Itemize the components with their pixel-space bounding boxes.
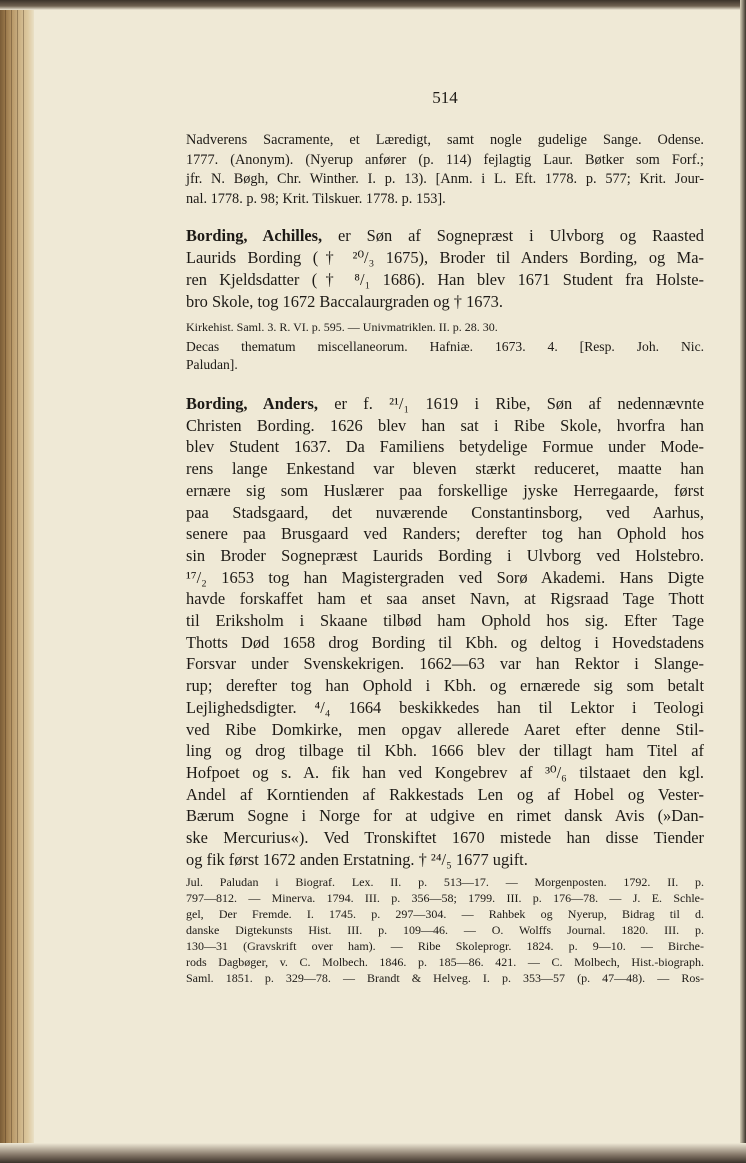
text-line: bro Skole, tog 1672 Baccalaurgraden og † 1673. xyxy=(186,292,503,311)
text-line: blev Student 1637. Da Familiens betydelige Formue under Mode- xyxy=(186,437,704,457)
spine-fold-line xyxy=(11,0,12,1163)
text-line: sin Broder Sognepræst Laurids Bording i Ulvborg ved Holstebro. xyxy=(186,545,704,565)
text-line: ling og drog tilbage til Kbh. 1666 blev der tillagt ham Titel af xyxy=(186,741,704,761)
text-line: ernære sig som Huslærer paa forskellige jyske Herregaarde, først xyxy=(186,480,704,500)
reference-line: Saml. 1851. p. 329—78. — Brandt & Helveg. I. p. 353—57 (p. 47—48). — Ros- xyxy=(186,971,704,985)
page-top-edge xyxy=(0,0,746,10)
text-line: Hofpoet og s. A. fik han ved Kongebrev af ³⁰/₆ tilstaaet den kgl. xyxy=(186,762,704,782)
text-line: Lejlighedsdigter. ⁴/₄ 1664 beskikkedes han til Lektor i Teologi xyxy=(186,697,704,717)
text-line: Thotts Død 1658 drog Bording til Kbh. og deltog i Hovedstadens xyxy=(186,632,704,652)
text-line: Bærum Sogne i Norge for at udgive en rimet dansk Avis (»Dan- xyxy=(186,806,704,826)
text-line: ren Kjeldsdatter († ⁸/₁ 1686). Han blev 1671 Student fra Holste- xyxy=(186,270,704,289)
text-line: Forsvar under Svenskekrigen. 1662—63 var han Rektor i Slange- xyxy=(186,654,704,674)
spine-fold-line xyxy=(5,0,6,1163)
text-line: ske Mercurius«). Ved Tronskiftet 1670 mistede han disse Tiender xyxy=(186,828,704,847)
text-line: senere paa Brusgaard ved Randers; derefter tog han Ophold hos xyxy=(186,524,704,544)
text-line: og fik først 1672 anden Erstatning. † ²⁴/₅ 1677 ugift. xyxy=(186,849,528,869)
entry-first-line xyxy=(186,394,704,414)
reference-line: Jul. Paludan i Biograf. Lex. II. p. 513—17. — Morgenposten. 1792. II. p. xyxy=(186,875,704,889)
text-line: Laurids Bording († ²⁰/₃ 1675), Broder til Anders Bording, og Ma- xyxy=(186,248,704,267)
entry-heading: Bording, Achilles, xyxy=(186,226,323,245)
reference-line: danske Digtekunsts Hist. III. p. 109—46. — O. Wolffs Journal. 1820. III. p. xyxy=(186,923,704,937)
spine-fold-line xyxy=(17,0,18,1163)
spine-fold-line xyxy=(23,0,24,1163)
work-line: Paludan]. xyxy=(186,357,238,372)
text-line: 1777. (Anonym). (Nyerup anfører (p. 114) fejlagtig Laur. Bøtker som Forf.; xyxy=(186,151,704,168)
page-bottom-edge xyxy=(0,1143,746,1163)
text-line: ved Ribe Domkirke, men opgav allerede Aaret efter denne Stil- xyxy=(186,719,704,739)
reference-line: Kirkehist. Saml. 3. R. VI. p. 595. — Univmatriklen. II. p. 28. 30. xyxy=(186,320,498,334)
page-number: 514 xyxy=(432,88,458,107)
text-line: havde forskaffet ham et saa anset Navn, at Rigsraad Tage Thott xyxy=(186,589,704,609)
text-line: Nadverens Sacramente, et Læredigt, samt nogle gudelige Sange. Odense. xyxy=(186,132,704,148)
text-line: er f. ²¹/₁ 1619 i Ribe, Søn af nedennævnte xyxy=(334,394,704,413)
entry-heading: Bording, Anders, xyxy=(186,394,318,413)
entry-first-line xyxy=(186,226,704,246)
reference-line: rods Dagbøger, v. C. Molbech. 1846. p. 185—86. 421. — C. Molbech, Hist.-biograph. xyxy=(186,955,704,969)
text-line: rens lange Enkestand var bleven stærkt reduceret, maatte han xyxy=(186,459,704,479)
reference-line: gel, Der Fremde. I. 1745. p. 297—304. — Rahbek og Nyerup, Bidrag til d. xyxy=(186,907,704,921)
text-line: Andel af Korntienden af Rakkestads Len og af Hobel og Vester- xyxy=(186,784,704,804)
text-line: paa Stadsgaard, det nuværende Constantinsborg, ved Aarhus, xyxy=(186,502,704,522)
text-line: Christen Bording. 1626 blev han sat i Ribe Skole, hvorfra han xyxy=(186,415,704,435)
text-line: til Eriksholm i Skaane tilbød ham Ophold hos sig. Efter Tage xyxy=(186,611,704,630)
text-line: er Søn af Sognepræst i Ulvborg og Raasted xyxy=(338,226,704,245)
text-line: rup; derefter tog han Ophold i Kbh. og ernærede sig som betalt xyxy=(186,676,704,696)
text-line: nal. 1778. p. 98; Krit. Tilskuer. 1778. p. 153]. xyxy=(186,190,446,207)
reference-line: 130—31 (Gravskrift over ham). — Ribe Skoleprogr. 1824. p. 9—10. — Birche- xyxy=(186,939,704,953)
page-right-edge xyxy=(740,0,746,1163)
reference-line: 797—812. — Minerva. 1794. III. p. 356—58; 1799. III. p. 176—78. — J. E. Schle- xyxy=(186,891,704,905)
work-line: Decas thematum miscellaneorum. Hafniæ. 1673. 4. [Resp. Joh. Nic. xyxy=(186,339,704,354)
text-line: ¹⁷/₂ 1653 tog han Magistergraden ved Sorø Akademi. Hans Digte xyxy=(186,567,704,587)
text-line: jfr. N. Bøgh, Chr. Winther. I. p. 13). [Anm. i L. Eft. 1778. p. 577; Krit. Jour- xyxy=(186,171,704,187)
